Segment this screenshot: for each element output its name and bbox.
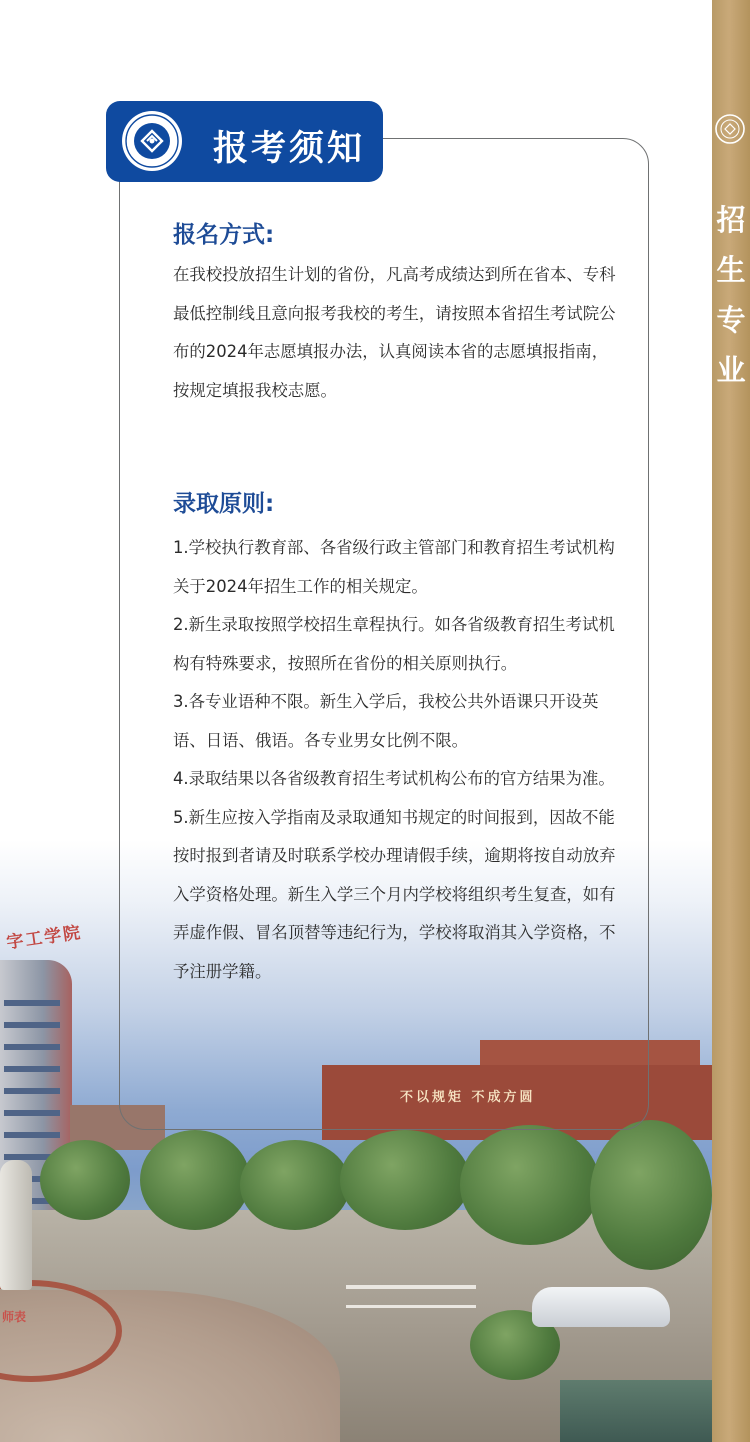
tree [460, 1125, 600, 1245]
title-badge [106, 101, 383, 182]
admission-rule-item: 3.各专业语种不限。新生入学后，我校公共外语课只开设英语、日语、俄语。各专业男女比例不限。 [173, 692, 599, 750]
page-title: 报考须知 [213, 129, 366, 169]
university-seal-icon [120, 109, 184, 173]
tree [340, 1130, 470, 1230]
motto-sign: 不以规矩 不成方圆 [400, 1090, 536, 1105]
admission-heading: 录取原则: [173, 491, 275, 517]
admission-rule-item: 5.新生应按入学指南及录取通知书规定的时间报到，因故不能按时报到者请及时联系学校办理请假手续，逾期将按自动放弃入学资格处理。新生入学三个月内学校将组织考生复查，如有弄虚作假、冒名顶替等违纪行为，学校将取消其入学资格，不予注册学籍。 [173, 807, 616, 981]
side-strip-char: 业 [716, 353, 746, 387]
pond [560, 1380, 712, 1442]
registration-text: 在我校投放招生计划的省份，凡高考成绩达到所在省本、专科最低控制线且意向报考我校的考生，请按照本省招生考试院公布的2024年志愿填报办法，认真阅读本省的志愿填报指南，按规定填报我校志愿。 [173, 265, 616, 400]
parked-car [532, 1287, 670, 1327]
admission-rule-item: 4.录取结果以各省级教育招生考试机构公布的官方结果为准。 [173, 769, 615, 788]
tree [40, 1140, 130, 1220]
side-strip-label [712, 195, 750, 395]
side-strip-char: 生 [716, 253, 746, 287]
registration-heading: 报名方式: [173, 222, 275, 248]
side-strip-char: 招 [716, 203, 746, 237]
tree [140, 1130, 250, 1230]
side-strip-char: 专 [716, 303, 746, 337]
registration-body [173, 256, 618, 410]
admission-rule-item: 1.学校执行教育部、各省级行政主管部门和教育招生考试机构关于2024年招生工作的相关规定。 [173, 538, 615, 596]
tree [240, 1140, 350, 1230]
railing [346, 1285, 476, 1308]
university-seal-icon [713, 112, 747, 146]
plaza-sign: 师表 [2, 1310, 27, 1324]
statue [0, 1160, 32, 1290]
admission-rules-list [173, 529, 618, 991]
building-sign: 字工学院 [5, 922, 84, 954]
tree [590, 1120, 712, 1270]
admission-rule-item: 2.新生录取按照学校招生章程执行。如各省级教育招生考试机构有特殊要求，按照所在省份的相关原则执行。 [173, 615, 615, 673]
